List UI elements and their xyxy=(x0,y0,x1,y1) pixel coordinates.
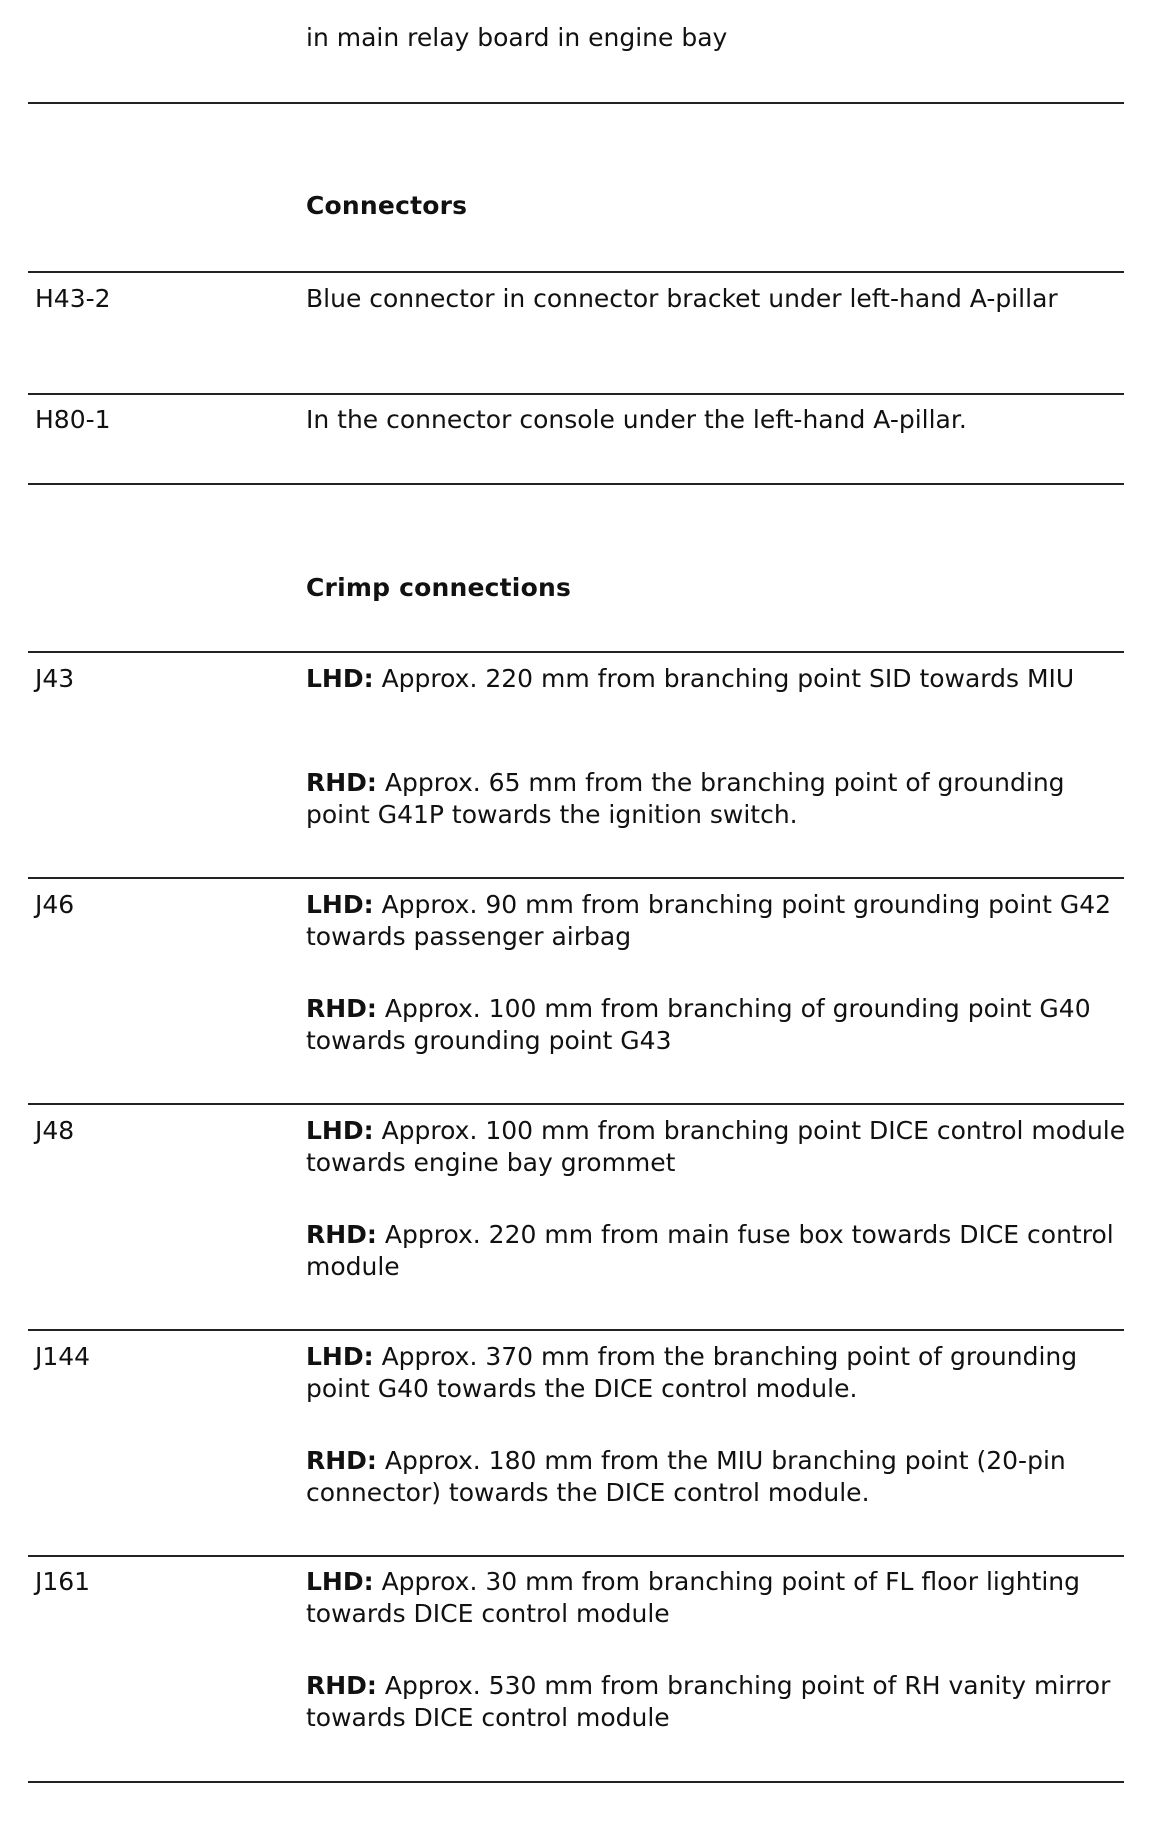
crimp-heading: Crimp connections xyxy=(306,573,572,602)
rhd-paragraph xyxy=(306,1670,1126,1734)
rhd-text: Approx. 100 mm from branching of grounding point G40 towards grounding point G43 xyxy=(306,994,1091,1055)
connector-id: H80-1 xyxy=(35,405,111,434)
divider xyxy=(28,1781,1124,1783)
lhd-paragraph xyxy=(306,1115,1126,1179)
rhd-label: RHD: xyxy=(306,1671,377,1700)
divider xyxy=(28,651,1124,653)
divider xyxy=(28,271,1124,273)
divider xyxy=(28,393,1124,395)
rhd-label: RHD: xyxy=(306,1446,377,1475)
lhd-label: LHD: xyxy=(306,1567,374,1596)
connectors-heading: Connectors xyxy=(306,191,468,220)
lhd-label: LHD: xyxy=(306,890,374,919)
divider xyxy=(28,1329,1124,1331)
lhd-label: LHD: xyxy=(306,1342,374,1371)
divider xyxy=(28,1555,1124,1557)
connector-id: H43-2 xyxy=(35,284,111,313)
crimp-id: J46 xyxy=(35,890,75,919)
lhd-paragraph xyxy=(306,889,1126,953)
connector-description: Blue connector in connector bracket under left-hand A-pillar xyxy=(306,284,1058,313)
connector-description: In the connector console under the left-hand A-pillar. xyxy=(306,405,967,434)
rhd-text: Approx. 220 mm from main fuse box towards DICE control module xyxy=(306,1220,1114,1281)
top-text: in main relay board in engine bay xyxy=(306,23,728,52)
rhd-text: Approx. 65 mm from the branching point of grounding point G41P towards the ignition switch. xyxy=(306,768,1065,829)
divider xyxy=(28,102,1124,104)
crimp-id: J43 xyxy=(35,664,75,693)
lhd-text: Approx. 30 mm from branching point of FL floor lighting towards DICE control module xyxy=(306,1567,1081,1628)
lhd-text: Approx. 220 mm from branching point SID towards MIU xyxy=(381,664,1075,693)
lhd-paragraph xyxy=(306,1566,1126,1630)
crimp-id: J144 xyxy=(35,1342,91,1371)
rhd-paragraph xyxy=(306,993,1126,1057)
divider xyxy=(28,1103,1124,1105)
lhd-text: Approx. 90 mm from branching point grounding point G42 towards passenger airbag xyxy=(306,890,1112,951)
rhd-text: Approx. 530 mm from branching point of RH vanity mirror towards DICE control module xyxy=(306,1671,1111,1732)
lhd-label: LHD: xyxy=(306,1116,374,1145)
divider xyxy=(28,483,1124,485)
rhd-label: RHD: xyxy=(306,768,377,797)
lhd-paragraph xyxy=(306,1341,1126,1405)
lhd-label: LHD: xyxy=(306,664,374,693)
lhd-text: Approx. 100 mm from branching point DICE control module towards engine bay grommet xyxy=(306,1116,1126,1177)
rhd-paragraph xyxy=(306,767,1126,831)
crimp-id: J161 xyxy=(35,1567,91,1596)
rhd-text: Approx. 180 mm from the MIU branching point (20-pin connector) towards the DICE control module. xyxy=(306,1446,1066,1507)
divider xyxy=(28,877,1124,879)
lhd-paragraph xyxy=(306,663,1126,695)
lhd-text: Approx. 370 mm from the branching point of grounding point G40 towards the DICE control module. xyxy=(306,1342,1078,1403)
rhd-paragraph xyxy=(306,1219,1126,1283)
crimp-id: J48 xyxy=(35,1116,75,1145)
rhd-label: RHD: xyxy=(306,994,377,1023)
rhd-paragraph xyxy=(306,1445,1126,1509)
rhd-label: RHD: xyxy=(306,1220,377,1249)
